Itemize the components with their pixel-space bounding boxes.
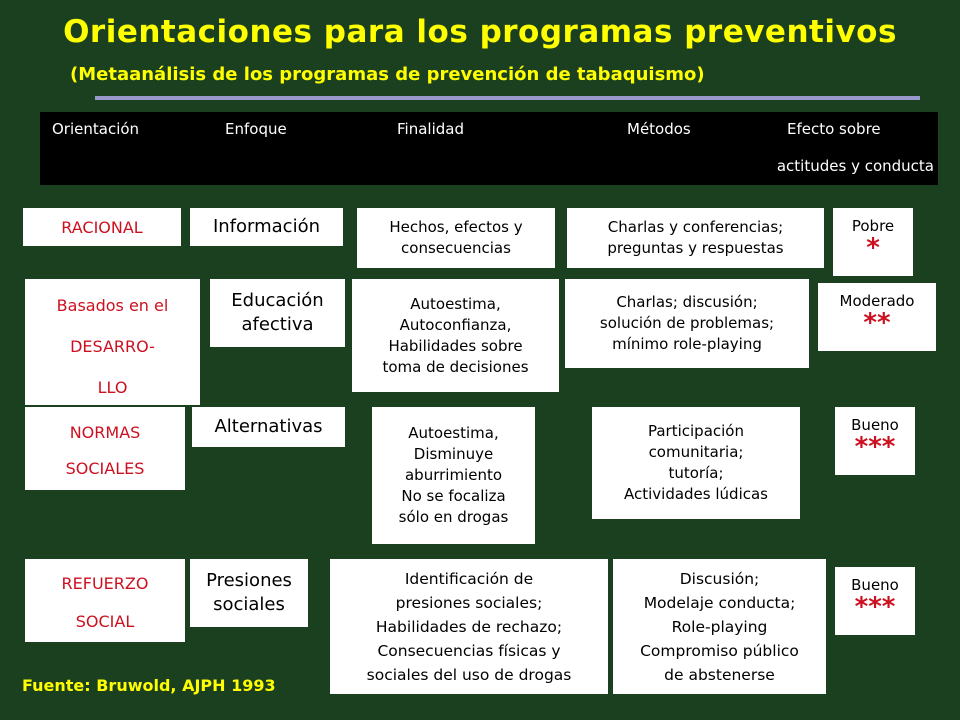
line: Presiones	[206, 570, 292, 591]
line: Charlas y conferencias;	[607, 218, 784, 236]
row1-orientacion	[23, 208, 181, 246]
line: Participación	[647, 422, 744, 440]
line: comunitaria;	[648, 443, 744, 461]
line: Habilidades de rechazo;	[375, 617, 563, 636]
row4-finalidad	[330, 559, 608, 694]
row1-enfoque	[190, 208, 343, 246]
line: Charlas; discusión;	[616, 293, 758, 311]
header-orientacion: Orientación	[52, 120, 140, 138]
efecto-label: Bueno	[851, 576, 899, 594]
line: solución de problemas;	[599, 314, 775, 332]
header-enfoque: Enfoque	[225, 120, 287, 138]
line: DESARRO-	[70, 337, 155, 356]
line: Basados en el	[56, 296, 169, 315]
line: Autoestima,	[408, 424, 499, 442]
line: Modelaje conducta;	[643, 593, 796, 612]
row2-orientacion	[25, 279, 200, 405]
line: Habilidades sobre	[388, 336, 523, 355]
line: sociales	[213, 594, 285, 615]
header-finalidad: Finalidad	[397, 120, 464, 138]
slide-subtitle: (Metaanálisis de los programas de prevención de tabaquismo)	[70, 64, 705, 85]
line: preguntas y respuestas	[607, 239, 784, 257]
row2-efecto	[818, 283, 936, 351]
source-citation: Fuente: Bruwold, AJPH 1993	[22, 676, 276, 695]
line: Hechos, efectos y	[389, 218, 523, 236]
line: sociales del uso de drogas	[366, 665, 572, 684]
title-divider	[95, 96, 920, 100]
line: afectiva	[241, 314, 314, 335]
row3-enfoque	[192, 407, 345, 447]
line: Discusión;	[679, 569, 760, 588]
line: de abstenerse	[664, 665, 775, 684]
header-metodos: Métodos	[627, 120, 691, 138]
rating-stars: ***	[854, 592, 896, 622]
line: Alternativas	[214, 416, 323, 437]
line: sólo en drogas	[398, 508, 509, 526]
row3-metodos	[592, 407, 800, 519]
line: aburrimiento	[404, 466, 503, 484]
line: RACIONAL	[61, 217, 143, 237]
rating-stars: **	[863, 308, 891, 338]
line: tutoría;	[668, 464, 724, 482]
line: SOCIAL	[75, 612, 135, 631]
row3-finalidad	[372, 407, 535, 544]
row1-metodos	[567, 208, 824, 268]
line: LLO	[97, 378, 128, 397]
rating-stars: ***	[854, 432, 896, 462]
line: consecuencias	[401, 239, 511, 257]
line: toma de decisiones	[382, 357, 529, 376]
header-efecto-line1: Efecto sobre	[787, 120, 881, 138]
row3-orientacion	[25, 407, 185, 490]
line: Autoconfianza,	[399, 315, 512, 334]
row2-finalidad	[352, 279, 559, 392]
line: Identificación de	[404, 569, 534, 588]
line: Compromiso público	[640, 641, 799, 660]
row2-enfoque	[210, 279, 345, 347]
row2-metodos	[565, 279, 809, 368]
line: SOCIALES	[65, 459, 145, 478]
row4-metodos	[613, 559, 826, 694]
efecto-label: Moderado	[839, 292, 915, 310]
header-efecto-line2: actitudes y conducta	[776, 157, 934, 175]
efecto-label: Bueno	[851, 416, 899, 434]
line: Actividades lúdicas	[623, 485, 768, 503]
row4-efecto	[835, 567, 915, 635]
line: Educación	[231, 290, 324, 311]
row3-efecto	[835, 407, 915, 475]
line: presiones sociales;	[395, 593, 543, 612]
rating-stars: *	[866, 233, 880, 263]
line: No se focaliza	[401, 487, 506, 505]
line: NORMAS	[69, 423, 141, 442]
efecto-label: Pobre	[851, 217, 895, 235]
line: Consecuencias físicas y	[377, 641, 561, 660]
row1-finalidad	[357, 208, 555, 268]
line: REFUERZO	[61, 574, 149, 593]
line: Disminuye	[413, 445, 494, 463]
line: Role-playing	[671, 617, 768, 636]
line: Autoestima,	[410, 294, 501, 313]
row4-enfoque	[190, 559, 308, 627]
line: mínimo role-playing	[612, 335, 762, 353]
line: Información	[212, 216, 321, 237]
slide-title: Orientaciones para los programas preventivos	[63, 14, 897, 50]
table-header	[40, 112, 938, 185]
row4-orientacion	[25, 559, 185, 642]
row1-efecto	[833, 208, 913, 276]
